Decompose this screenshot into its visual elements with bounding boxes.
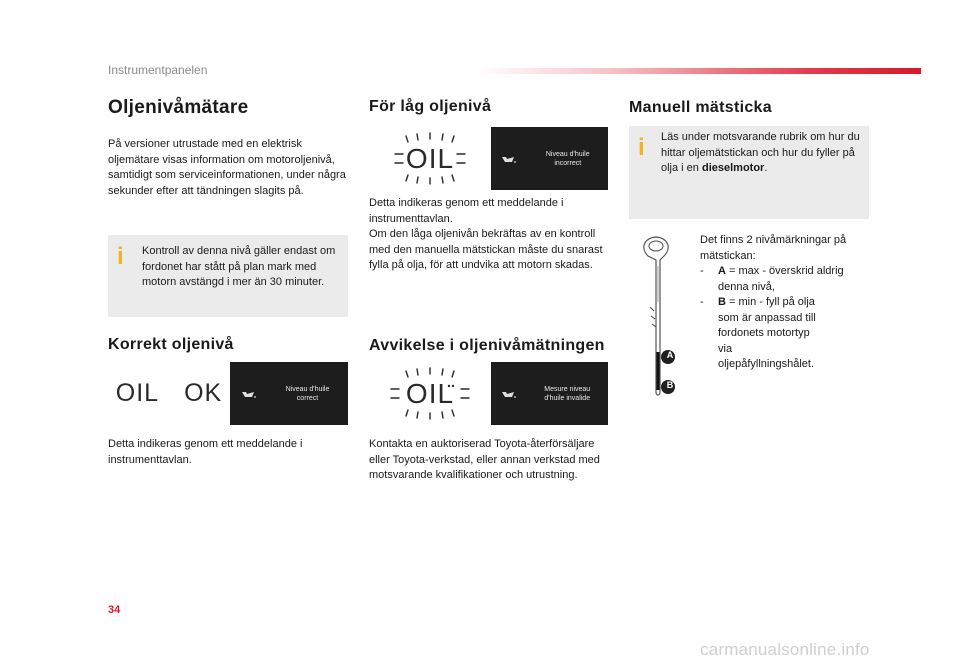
low-paragraph: Detta indikeras genom ett meddelande i instrumenttavlan. Om den låga oljenivån bekräftas av en kontroll med den manuella mätstickan måste du snarast fylla på olja, för att undvika att motorn skadas. — [369, 197, 603, 271]
list-key: B — [718, 296, 726, 308]
info-box-diesel — [629, 126, 869, 219]
title-dipstick: Manuell mätsticka — [629, 99, 772, 116]
marks-intro: Det finns 2 nivåmärkningar på mätstickan: — [700, 234, 847, 262]
oil-invalid-message: Mesure niveau d'huile invalide — [544, 385, 591, 402]
info-icon: i — [638, 134, 645, 161]
intro-paragraph: På versioner utrustade med en elektrisk oljemätare visas information om motoroljenivå, samtidigt som serviceinformationen, under några sekunder efter att tändningen slagits på. — [108, 138, 346, 197]
oil-low-message: Niveau d'huile incorrect — [545, 150, 590, 167]
display-oil-low — [369, 127, 608, 190]
oil-ok-message: Niveau d'huile correct — [285, 385, 330, 402]
info-icon: i — [117, 243, 124, 270]
display-oil-ok — [108, 362, 348, 425]
oil-invalid-label: OIL — [405, 377, 455, 409]
oil-low-label: OIL — [405, 142, 455, 174]
list-item — [700, 295, 865, 373]
title-measurement-deviation: Avvikelse i oljenivåmätningen — [369, 337, 605, 354]
oil-invalid-message-panel — [491, 362, 608, 425]
display-oil-invalid — [369, 362, 608, 425]
info-text-diesel — [661, 130, 865, 177]
oil-invalid-symbol — [369, 362, 491, 425]
oil-ok-message-panel — [230, 362, 348, 425]
info-text-end: . — [764, 162, 768, 174]
oil-low-message-panel — [491, 127, 608, 190]
list-desc: = max - överskrid aldrig denna nivå, — [718, 265, 844, 293]
list-dash: - — [700, 265, 704, 277]
title-low-level: För låg oljenivå — [369, 98, 492, 115]
mark-label-b: B — [666, 380, 674, 390]
oil-can-icon — [241, 389, 257, 399]
info-box-level-check — [108, 235, 348, 317]
oil-can-icon — [501, 389, 517, 399]
list-item — [700, 264, 865, 295]
watermark: carmanualsonline.info — [700, 640, 870, 659]
list-key: A — [718, 265, 726, 277]
list-item-text — [718, 264, 865, 295]
oil-ok-label: OIL OK — [115, 379, 223, 407]
info-text-part: Läs under motsvarande rubrik om hur du hittar oljemätstickan och hur du fyller på olja i en — [661, 131, 860, 174]
page-number: 34 — [108, 604, 121, 616]
section-header: Instrumentpanelen — [108, 63, 208, 77]
info-text: Kontroll av denna nivå gäller endast om fordonet har stått på plan mark med motorn avstängd i mer än 30 minuter. — [142, 245, 336, 288]
title-oil-gauge: Oljenivåmätare — [108, 97, 249, 118]
ok-paragraph: Detta indikeras genom ett meddelande i instrumenttavlan. — [108, 438, 303, 466]
mark-label-a: A — [666, 350, 674, 360]
dipstick-illustration — [630, 232, 690, 402]
info-text-bold: dieselmotor — [701, 162, 765, 174]
dipstick-marks — [700, 233, 865, 373]
oil-can-icon — [501, 154, 517, 164]
oil-low-symbol — [369, 127, 491, 190]
list-desc: = min - fyll på olja som är anpassad till fordonets motortyp via oljepåfyllningshålet. — [718, 296, 816, 370]
deviation-paragraph: Kontakta en auktoriserad Toyota-återförsäljare eller Toyota-verkstad, eller annan verkstad med motsvarande kvalifikationer och utrustning. — [369, 438, 600, 481]
list-item-text — [718, 295, 826, 373]
header-gradient-rule — [478, 68, 921, 74]
oil-ok-symbol — [108, 362, 230, 425]
list-dash: - — [700, 296, 704, 308]
title-correct-level: Korrekt oljenivå — [108, 336, 234, 353]
